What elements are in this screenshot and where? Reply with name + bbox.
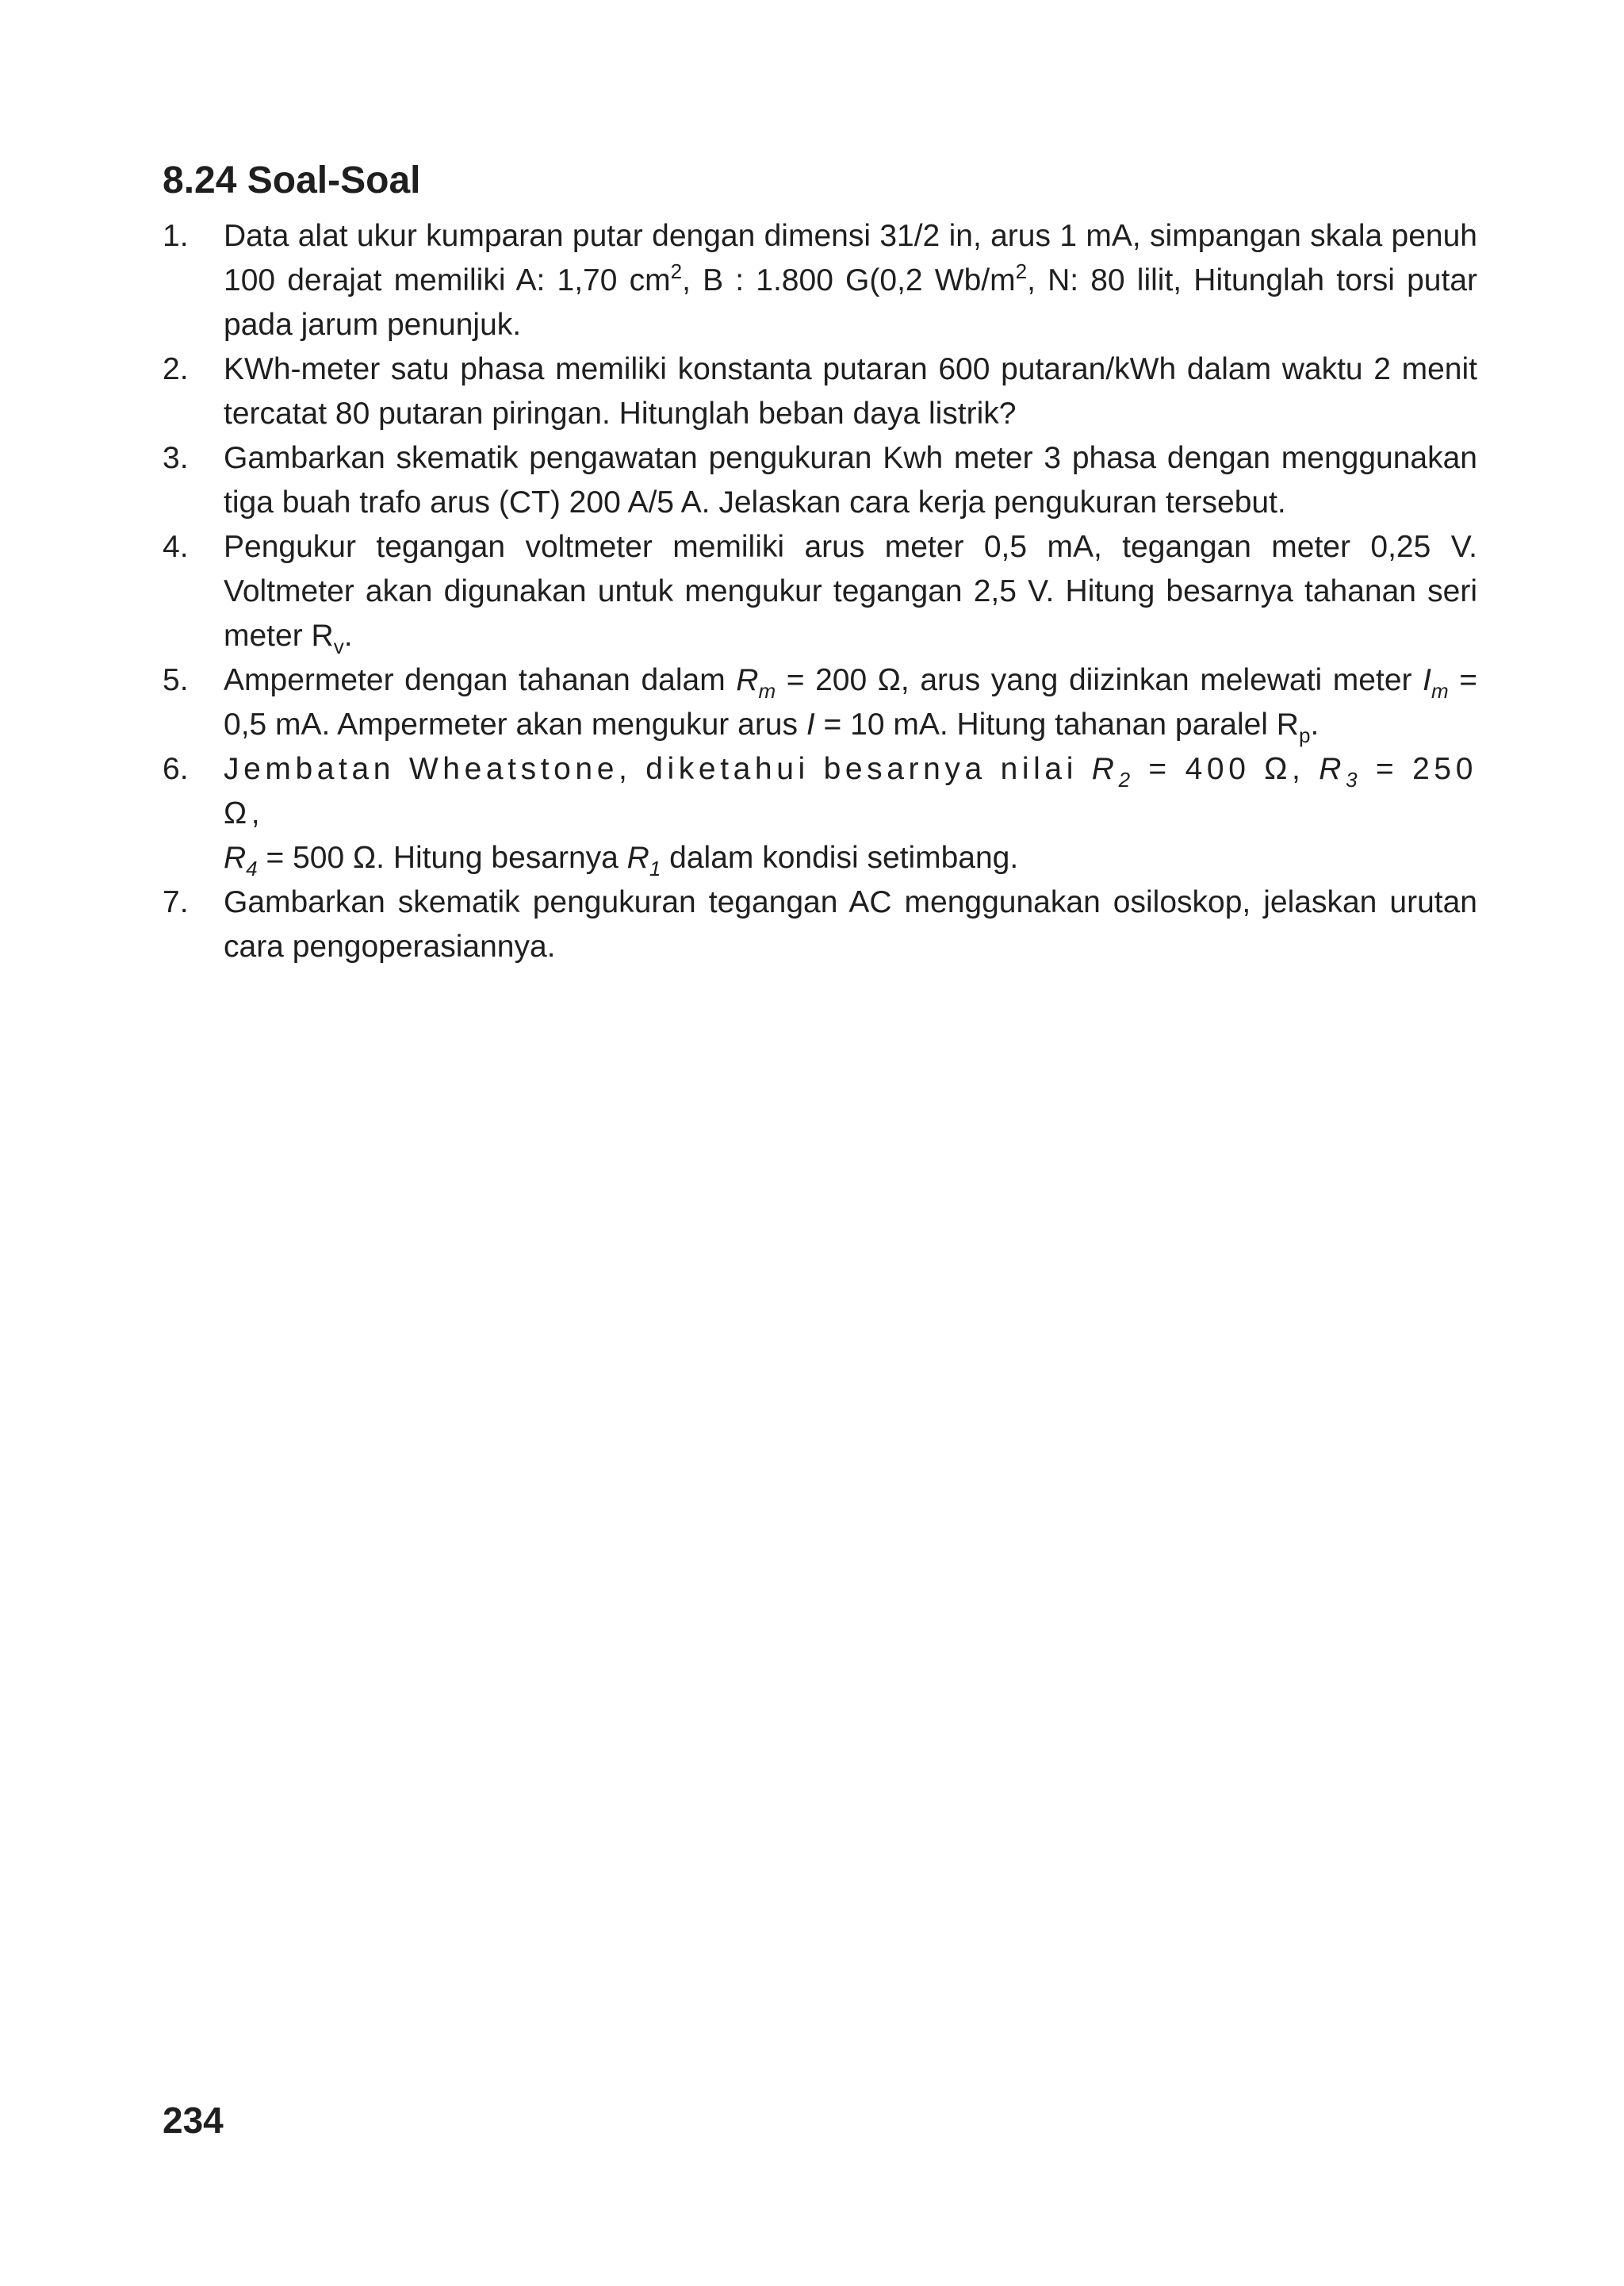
- question-text: KWh-meter satu phasa memiliki konstanta putaran 600 putaran/kWh dalam waktu 2 menit tercatat 80 putaran piringan. Hitunglah beban daya listrik?: [224, 352, 1477, 431]
- section-title: 8.24 Soal-Soal: [163, 159, 421, 201]
- question-item: [163, 214, 1477, 347]
- question-list: [163, 214, 1477, 969]
- question-item: [163, 436, 1477, 525]
- question-text: Ampermeter dengan tahanan dalam $R_m = 200$ Ω, arus yang diizinkan melewati meter $I_m = 0,5$ mA. Ampermeter akan mengukur arus I = 10 mA. Hitung tahanan paralel $R_p$.: [224, 663, 1477, 747]
- question-text: Gambarkan skematik pengawatan pengukuran Kwh meter 3 phasa dengan menggunakan tiga buah trafo arus (CT) 200 A/5 A. Jelaskan cara kerja pengukuran tersebut.: [224, 441, 1477, 520]
- question-number: 4.: [163, 530, 189, 564]
- question-number: 1.: [163, 219, 189, 253]
- page-number: 234: [163, 2100, 224, 2141]
- question-text: Jembatan Wheatstone, diketahui besarnya nilai $R_2 = 400$ Ω, $R_3 = 250$ Ω, $R_4 = 500$ Ω. Hitung besarnya $R_1$ dalam kondisi setimbang.: [224, 752, 1477, 880]
- question-number: 3.: [163, 441, 189, 475]
- question-item: [163, 347, 1477, 436]
- question-text: Data alat ukur kumparan putar dengan dimensi 31/2 in, arus 1 mA, simpangan skala penuh 100 derajat memiliki A: 1,70 $cm^2$, B : 1.800 G(0,2 $Wb/m^2$, N: 80 lilit, Hitunglah torsi putar pada jarum penunjuk.: [224, 219, 1478, 342]
- question-number: 5.: [163, 663, 189, 697]
- question-number: 6.: [163, 752, 189, 786]
- question-item: [163, 747, 1477, 880]
- question-number: 7.: [163, 885, 189, 919]
- question-text: Pengukur tegangan voltmeter memiliki arus meter 0,5 mA, tegangan meter 0,25 V. Voltmeter akan digunakan untuk mengukur tegangan 2,5 V. Hitung besarnya tahanan seri meter $R_v$.: [224, 530, 1477, 658]
- question-number: 2.: [163, 352, 189, 386]
- question-item: [163, 880, 1477, 969]
- question-item: [163, 525, 1477, 658]
- question-item: [163, 658, 1477, 747]
- question-text: Gambarkan skematik pengukuran tegangan AC menggunakan osiloskop, jelaskan urutan cara pengoperasiannya.: [224, 885, 1477, 964]
